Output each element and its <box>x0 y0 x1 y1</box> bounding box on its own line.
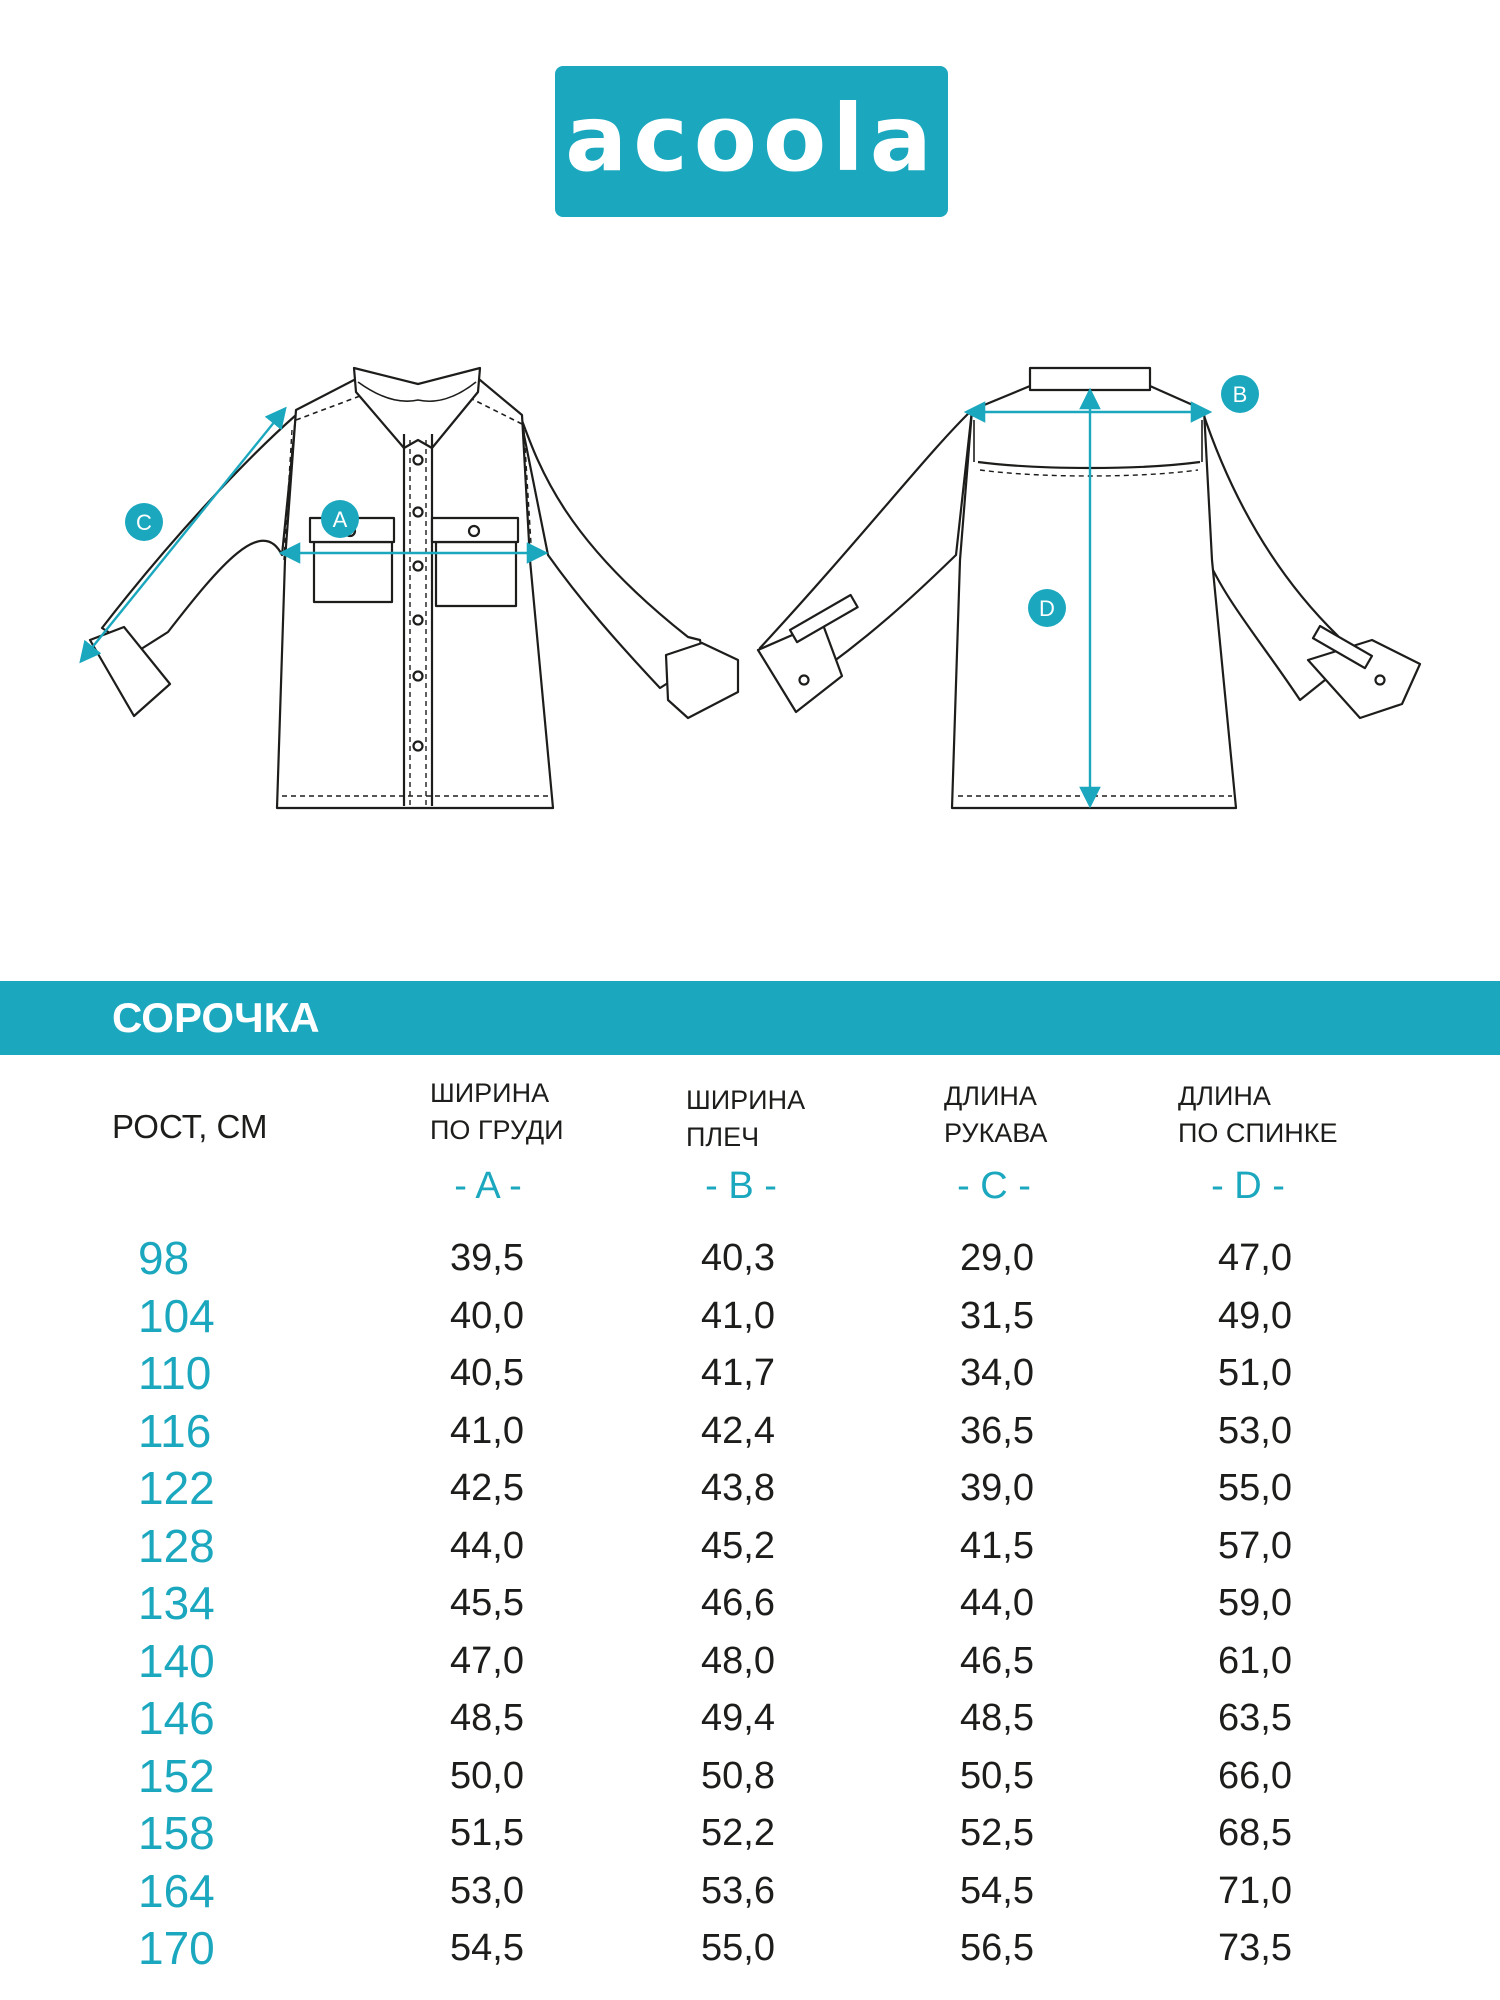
back-length-value: 49,0 <box>1218 1294 1292 1337</box>
table-row <box>0 1518 1500 1576</box>
shoulder-width-value: 52,2 <box>701 1812 775 1854</box>
height-value: 152 <box>138 1749 215 1802</box>
table-row <box>0 1805 1500 1863</box>
sleeve-length-value: 36,5 <box>960 1409 1034 1452</box>
height-value: 140 <box>138 1634 215 1687</box>
back-length-value: 63,5 <box>1218 1697 1292 1739</box>
chest-width-value: 42,5 <box>450 1467 524 1509</box>
back-length-value: 68,5 <box>1218 1812 1292 1854</box>
shoulder-width-value: 46,6 <box>701 1582 775 1624</box>
brand-logo <box>555 66 948 217</box>
table-row <box>0 1920 1500 1978</box>
sleeve-length-value: 44,0 <box>960 1582 1034 1624</box>
marker-c-label: C <box>136 510 152 535</box>
chest-width-value: 54,5 <box>450 1927 524 1969</box>
table-row <box>0 1575 1500 1633</box>
table-row <box>0 1633 1500 1691</box>
height-value: 116 <box>138 1404 212 1457</box>
back-length-value: 53,0 <box>1218 1409 1292 1452</box>
height-value: 164 <box>138 1864 215 1917</box>
back-length-value: 55,0 <box>1218 1467 1292 1509</box>
marker-b <box>1221 375 1259 413</box>
column-header-a-line1: ШИРИНА <box>430 1078 550 1108</box>
height-value: 98 <box>138 1232 190 1284</box>
table-title-banner <box>0 981 1500 1055</box>
shoulder-width-value: 49,4 <box>701 1697 775 1739</box>
back-length-value: 71,0 <box>1218 1869 1292 1912</box>
height-value: 104 <box>138 1289 215 1342</box>
chest-width-value: 45,5 <box>450 1582 524 1624</box>
column-letter-a: - A - <box>454 1165 522 1207</box>
table-title: СОРОЧКА <box>112 994 320 1041</box>
marker-a <box>321 500 359 538</box>
table-row <box>0 1460 1500 1518</box>
sleeve-length-value: 56,5 <box>960 1927 1034 1969</box>
height-value: 122 <box>138 1462 215 1514</box>
chest-width-value: 51,5 <box>450 1812 524 1854</box>
back-length-value: 47,0 <box>1218 1237 1292 1279</box>
column-header-b-line2: ПЛЕЧ <box>686 1122 760 1152</box>
column-letter-d: - D - <box>1211 1165 1285 1207</box>
chest-width-value: 48,5 <box>450 1697 524 1739</box>
brand-logo-text: acoola <box>565 84 938 192</box>
shoulder-width-value: 41,0 <box>701 1294 775 1337</box>
table-row <box>0 1863 1500 1921</box>
sleeve-length-value: 46,5 <box>960 1639 1034 1682</box>
sleeve-length-value: 39,0 <box>960 1467 1034 1509</box>
shirt-measurement-diagram <box>0 340 1500 840</box>
column-header-d <box>1178 1078 1337 1152</box>
chest-width-value: 47,0 <box>450 1639 524 1682</box>
table-row <box>0 1748 1500 1806</box>
chest-width-value: 53,0 <box>450 1869 524 1912</box>
marker-d <box>1028 589 1066 627</box>
chest-width-value: 44,0 <box>450 1524 524 1567</box>
sleeve-length-value: 50,5 <box>960 1754 1034 1797</box>
column-header-b-line1: ШИРИНА <box>686 1085 806 1115</box>
column-letter-b: - B - <box>705 1165 777 1207</box>
back-length-value: 61,0 <box>1218 1639 1292 1682</box>
size-table-body <box>0 1230 1500 1978</box>
marker-a-label: A <box>332 507 348 532</box>
column-header-a-line2: ПО ГРУДИ <box>430 1115 564 1145</box>
shoulder-width-value: 53,6 <box>701 1869 775 1912</box>
sleeve-length-value: 52,5 <box>960 1812 1034 1854</box>
table-row <box>0 1288 1500 1346</box>
shoulder-width-value: 40,3 <box>701 1237 775 1279</box>
column-header-a <box>430 1075 564 1149</box>
sleeve-length-value: 34,0 <box>960 1352 1034 1394</box>
table-row <box>0 1690 1500 1748</box>
shirt-front-drawing <box>90 368 738 808</box>
chest-width-value: 40,0 <box>450 1294 524 1337</box>
sleeve-length-value: 48,5 <box>960 1697 1034 1739</box>
height-value: 170 <box>138 1922 215 1974</box>
height-value: 134 <box>138 1577 215 1629</box>
table-row <box>0 1403 1500 1461</box>
marker-c <box>125 503 163 541</box>
chest-width-value: 41,0 <box>450 1409 524 1452</box>
back-length-value: 51,0 <box>1218 1352 1292 1394</box>
column-header-c-line1: ДЛИНА <box>944 1081 1037 1111</box>
shoulder-width-value: 45,2 <box>701 1524 775 1567</box>
shoulder-width-value: 48,0 <box>701 1639 775 1682</box>
sleeve-length-value: 54,5 <box>960 1869 1034 1912</box>
back-length-value: 57,0 <box>1218 1524 1292 1567</box>
shoulder-width-value: 50,8 <box>701 1754 775 1797</box>
chest-width-value: 50,0 <box>450 1754 524 1797</box>
shoulder-width-value: 43,8 <box>701 1467 775 1509</box>
back-length-value: 73,5 <box>1218 1927 1292 1969</box>
sleeve-length-value: 31,5 <box>960 1294 1034 1337</box>
shoulder-width-value: 42,4 <box>701 1409 775 1452</box>
height-value: 146 <box>138 1692 215 1744</box>
shoulder-width-value: 55,0 <box>701 1927 775 1969</box>
chest-width-value: 40,5 <box>450 1352 524 1394</box>
table-row <box>0 1230 1500 1288</box>
column-header-d-line1: ДЛИНА <box>1178 1081 1271 1111</box>
shoulder-width-value: 41,7 <box>701 1352 775 1394</box>
marker-d-label: D <box>1039 596 1055 621</box>
column-header-d-line2: ПО СПИНКЕ <box>1178 1118 1338 1148</box>
height-column-header: РОСТ, СМ <box>112 1108 268 1145</box>
chest-width-value: 39,5 <box>450 1237 524 1279</box>
column-header-c <box>944 1078 1047 1152</box>
height-value: 110 <box>138 1347 212 1399</box>
column-header-b <box>686 1082 805 1156</box>
back-length-value: 66,0 <box>1218 1754 1292 1797</box>
sleeve-length-value: 29,0 <box>960 1237 1034 1279</box>
back-length-value: 59,0 <box>1218 1582 1292 1624</box>
marker-b-label: B <box>1232 382 1248 407</box>
table-row <box>0 1345 1500 1403</box>
sleeve-length-value: 41,5 <box>960 1524 1034 1567</box>
column-letter-c: - C - <box>957 1165 1031 1207</box>
height-value: 158 <box>138 1807 215 1859</box>
column-header-c-line2: РУКАВА <box>944 1118 1048 1148</box>
height-value: 128 <box>138 1519 215 1572</box>
